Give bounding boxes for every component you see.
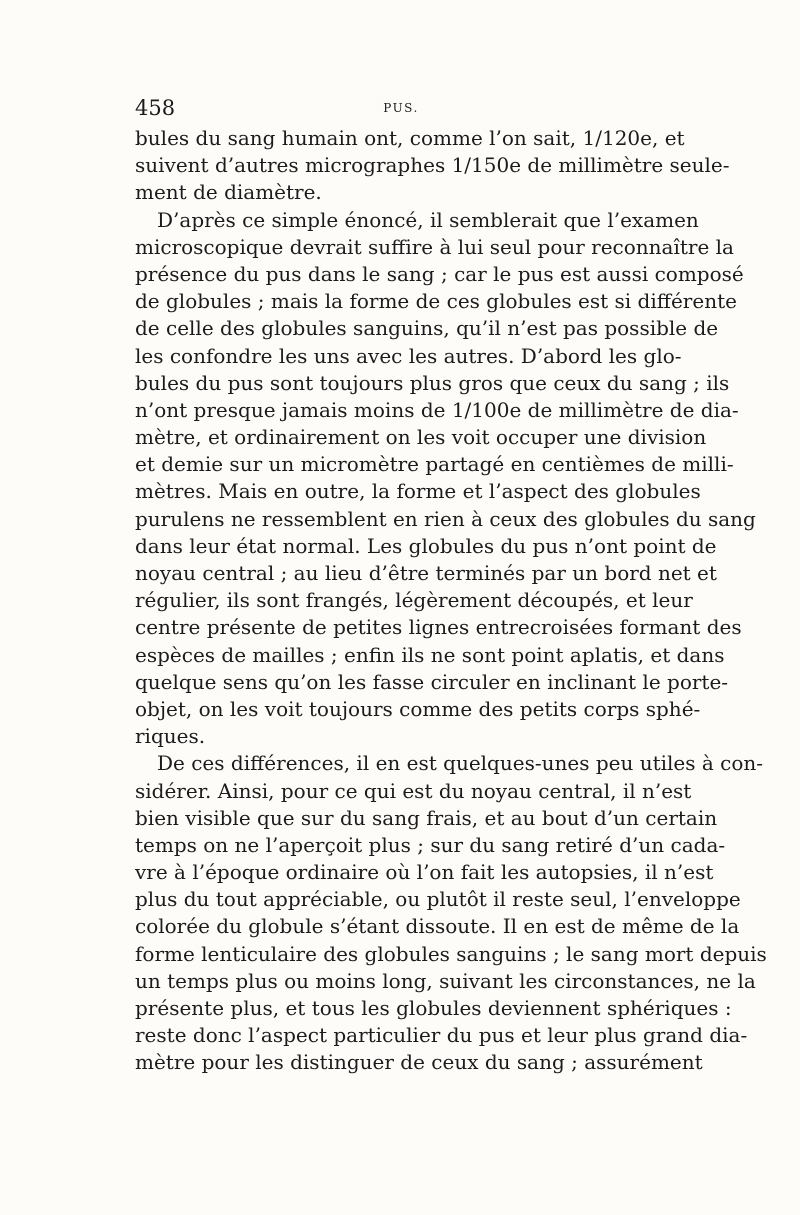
text-line: quelque sens qu’on les fasse circuler en inclinant le porte- [135, 669, 729, 694]
text-line: forme lenticulaire des globules sanguins ; le sang mort depuis [135, 941, 767, 966]
text-line: reste donc l’aspect particulier du pus et leur plus grand dia- [135, 1023, 748, 1048]
text-line: purulens ne ressemblent en rien à ceux des globules du sang [135, 506, 756, 531]
text-line: bules du pus sont toujours plus gros que ceux du sang ; ils [135, 370, 730, 395]
page-number: 458 [135, 96, 176, 120]
text-line: ment de diamètre. [135, 180, 322, 205]
text-line: temps on ne l’aperçoit plus ; sur du sang retiré d’un cada- [135, 832, 726, 857]
text-line: n’ont presque jamais moins de 1/100e de millimètre de dia- [135, 397, 739, 422]
text-line: microscopique devrait suffire à lui seul pour reconnaître la [135, 234, 734, 259]
text-line: objet, on les voit toujours comme des petits corps sphé- [135, 696, 701, 721]
body-text [135, 125, 767, 1077]
running-head [135, 94, 667, 122]
text-line: et demie sur un micromètre partagé en centièmes de milli- [135, 452, 734, 477]
text-line: les confondre les uns avec les autres. D’abord les glo- [135, 343, 682, 368]
text-line: de celle des globules sanguins, qu’il n’est pas possible de [135, 316, 719, 341]
text-line: dans leur état normal. Les globules du pus n’ont point de [135, 533, 717, 558]
text-line: de globules ; mais la forme de ces globules est si différente [135, 289, 737, 314]
text-line: plus du tout appréciable, ou plutôt il reste seul, l’enveloppe [135, 887, 741, 912]
text-line: riques. [135, 724, 206, 749]
text-line: vre à l’époque ordinaire où l’on fait les autopsies, il n’est [135, 860, 714, 885]
text-line: présence du pus dans le sang ; car le pus est aussi composé [135, 261, 744, 286]
text-line: un temps plus ou moins long, suivant les circonstances, ne la [135, 968, 756, 993]
text-line: régulier, ils sont frangés, légèrement découpés, et leur [135, 588, 693, 613]
text-line: suivent d’autres micrographes 1/150e de millimètre seule- [135, 153, 730, 178]
text-line: présente plus, et tous les globules deviennent sphériques : [135, 996, 732, 1020]
text-line: espèces de mailles ; enfin ils ne sont point aplatis, et dans [135, 642, 725, 667]
text-line: colorée du globule s’étant dissoute. Il en est de même de la [135, 914, 740, 939]
text-line: bules du sang humain ont, comme l’on sait, 1/120e, et [135, 126, 685, 150]
text-line: mètre, et ordinairement on les voit occuper une division [135, 425, 707, 450]
text-line: mètres. Mais en outre, la forme et l’aspect des globules [135, 479, 701, 504]
text-line: D’après ce simple énoncé, il semblerait que l’examen [157, 207, 699, 232]
running-title: PUS. [383, 101, 419, 115]
text-line: noyau central ; au lieu d’être terminés par un bord net et [135, 561, 717, 585]
text-line: sidérer. Ainsi, pour ce qui est du noyau central, il n’est [135, 778, 692, 803]
text-line: De ces différences, il en est quelques-unes peu utiles à con- [157, 751, 764, 776]
text-line: centre présente de petites lignes entrecroisées formant des [135, 615, 742, 640]
text-line: mètre pour les distinguer de ceux du sang ; assurément [135, 1050, 703, 1075]
text-line: bien visible que sur du sang frais, et au bout d’un certain [135, 805, 718, 830]
